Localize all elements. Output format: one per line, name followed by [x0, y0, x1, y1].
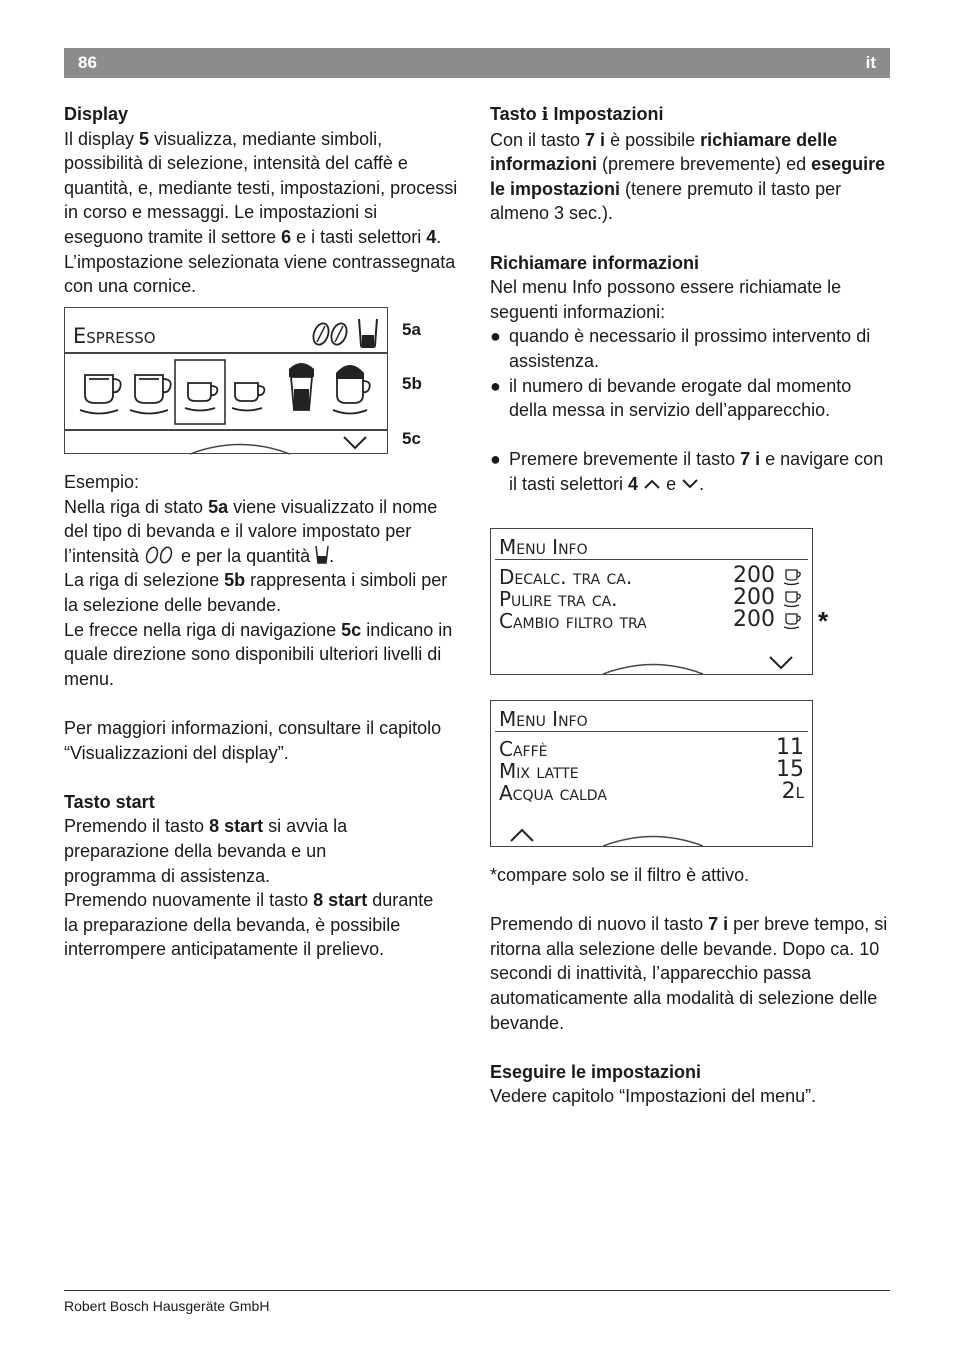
tasto-i-heading: Tasto i Impostazioni	[490, 104, 664, 125]
filter-note: *compare solo se il filtro è attivo.	[490, 865, 750, 885]
footer-company: Robert Bosch Hausgeräte GmbH	[64, 1298, 270, 1314]
exec-heading: Eseguire le impostazioni	[490, 1061, 702, 1082]
label-5b: 5b	[402, 374, 422, 393]
lcd-bottom-arc	[603, 835, 703, 847]
lcd-title: Menu Info	[499, 707, 588, 731]
bean-strength-icon	[310, 321, 352, 347]
right-column-lower	[490, 863, 894, 1109]
cup-quantity-icon	[315, 545, 329, 565]
left-column-lower	[64, 470, 460, 962]
example-label: Esempio:	[64, 472, 140, 492]
chevron-down-icon	[342, 435, 368, 451]
right-column	[490, 102, 894, 497]
display-paragraph: Il display 5 visualizza, mediante simboli, possibilità di selezione, intensità del caffè e quantità, e, mediante testi, impostazioni, processi in corso e messaggi. Le impostazioni si eseguono tramite il settore 6 e i tasti selettori 4. L’impostazione selezionata viene contrassegnata con una cornice.	[64, 128, 458, 297]
language-code: it	[865, 53, 876, 72]
lcd-row-value: 200	[733, 607, 775, 632]
lcd-row-value: 2l	[781, 779, 804, 804]
label-5a: 5a	[402, 320, 421, 339]
menu-info-lcd-1	[490, 528, 813, 675]
display-example-lcd	[64, 307, 388, 454]
lcd-row-value: 11	[776, 735, 804, 760]
lcd-row-label: Decalc. tra ca.	[499, 565, 633, 589]
more-info-paragraph: Per maggiori informazioni, consultare il capitolo “Visualizzazioni del display”.	[64, 717, 442, 763]
menu-info-lcd-2	[490, 700, 813, 847]
list-item: ● Premere brevemente il tasto 7 i e navigare con il tasti selettori 4 e .	[490, 449, 884, 494]
beverage-selection-icons	[65, 355, 387, 427]
list-item: ● il numero di bevande erogate dal momento della messa in servizio dell’apparecchio.	[490, 375, 852, 421]
lcd-row-label: Caffè	[499, 737, 548, 761]
start-paragraph-2: Premendo nuovamente il tasto 8 start durante la preparazione della bevanda, è possibile interrompere anticipatamente il prelievo.	[64, 890, 434, 960]
lcd-bottom-arc	[603, 663, 703, 675]
filter-asterisk: *	[818, 606, 829, 636]
start-paragraph: Premendo il tasto 8 start si avvia la preparazione della bevanda e un programma di assistenza.	[64, 816, 348, 886]
bean-strength-icon	[144, 546, 176, 564]
lcd-row-value: 15	[776, 757, 804, 782]
lcd-row-label: Pulire tra ca.	[499, 587, 618, 611]
chevron-down-icon	[768, 655, 794, 671]
footer-divider	[64, 1290, 890, 1291]
lcd-row-label: Mix latte	[499, 759, 579, 783]
example-paragraph: Nella riga di stato 5a viene visualizzato il nome del tipo di bevanda e il valore impostato per l’intensità e per la quantità . La riga di selezione 5b rappresenta i simboli per la selezione delle bevande. Le frecce nella riga di navigazione 5c indicano in quale direzione sono disponibili ulteriori livelli di menu.	[64, 496, 453, 689]
lcd-row-label: Cambio filtro tra	[499, 609, 647, 633]
page-header-bar	[64, 48, 890, 78]
left-column	[64, 102, 460, 299]
lcd-row-label: Acqua calda	[499, 781, 607, 805]
richiamare-paragraph: Nel menu Info possono essere richiamate le seguenti informazioni:	[490, 277, 842, 322]
chevron-down-icon	[681, 478, 699, 490]
lcd-beverage-name: Espresso	[73, 324, 156, 348]
label-5c: 5c	[402, 429, 421, 448]
lcd-title: Menu Info	[499, 535, 588, 559]
chevron-up-icon	[509, 827, 535, 843]
list-item: ● quando è necessario il prossimo intervento di assistenza.	[490, 326, 871, 371]
cup-quantity-icon	[357, 317, 379, 349]
lcd-bottom-arc	[190, 443, 290, 455]
again-paragraph: Premendo di nuovo il tasto 7 i per breve tempo, si ritorna alla selezione delle bevande. Dopo ca. 10 secondi di inattività, l’apparecchio passa automaticamente alla modalità di selezione delle bevande.	[490, 914, 888, 1033]
page-number: 86	[78, 53, 97, 72]
display-heading: Display	[64, 104, 129, 124]
tasto-i-paragraph: Con il tasto 7 i è possibile richiamare delle informazioni (premere brevemente) ed eseguire le impostazioni (tenere premuto il tasto per almeno 3 sec.).	[490, 129, 886, 224]
start-heading: Tasto start	[64, 791, 155, 812]
lcd-row-value: 200	[733, 563, 775, 588]
cup-icons	[783, 567, 803, 637]
chevron-up-icon	[643, 478, 661, 490]
exec-paragraph: Vedere capitolo “Impostazioni del menu”.	[490, 1086, 817, 1107]
richiamare-heading: Richiamare informazioni	[490, 252, 700, 273]
lcd-row-value: 200	[733, 585, 775, 610]
